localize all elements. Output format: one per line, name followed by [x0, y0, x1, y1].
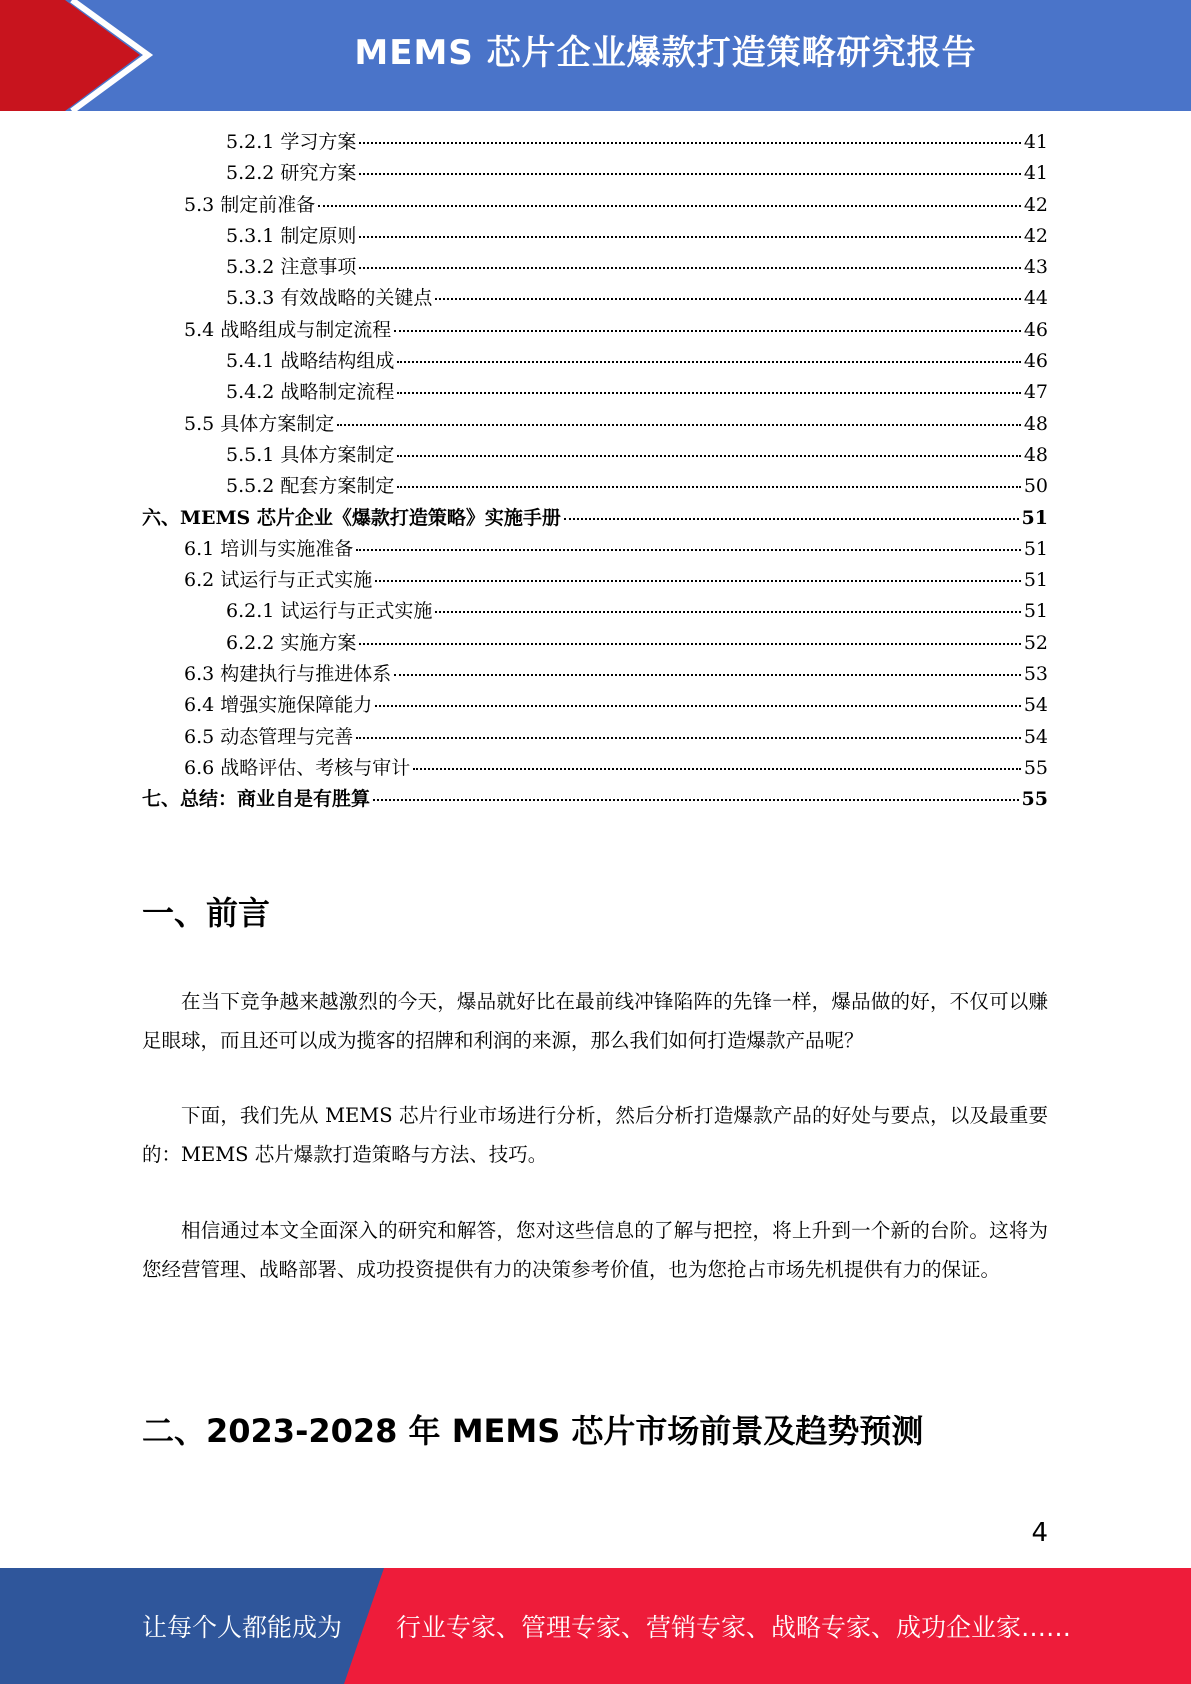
preface-paragraph: 相信通过本文全面深入的研究和解答，您对这些信息的了解与把控，将上升到一个新的台阶。这将为您经营管理、战略部署、成功投资提供有力的决策参考价值，也为您抢占市场先机提供有力的保证。: [142, 1219, 1048, 1281]
page-header: [0, 0, 1191, 111]
toc-entry-label: 六、MEMS 芯片企业《爆款打造策略》实施手册: [142, 506, 561, 529]
toc-dot-leader: [359, 267, 1020, 269]
toc-entry[interactable]: [142, 127, 1048, 158]
toc-entry-page: 51: [1023, 569, 1048, 592]
toc-entry-page: 42: [1023, 193, 1048, 216]
toc-entry-label: 5.5.2 配套方案制定: [226, 475, 395, 498]
toc-entry-page: 48: [1023, 412, 1048, 435]
page-number: 4: [1031, 1518, 1048, 1548]
toc-entry[interactable]: [142, 722, 1048, 753]
toc-entry[interactable]: [142, 315, 1048, 346]
toc-entry[interactable]: [142, 534, 1048, 565]
toc-dot-leader: [356, 737, 1021, 739]
toc-entry[interactable]: [142, 690, 1048, 721]
toc-entry-label: 6.1 培训与实施准备: [184, 537, 354, 560]
section-heading-preface: 一、前言: [142, 894, 271, 932]
toc-entry[interactable]: [142, 221, 1048, 252]
toc-entry-page: 53: [1023, 663, 1048, 686]
toc-dot-leader: [435, 298, 1020, 300]
toc-entry-page: 55: [1021, 788, 1048, 811]
toc-entry[interactable]: [142, 659, 1048, 690]
toc-entry-page: 55: [1023, 756, 1048, 779]
toc-dot-leader: [564, 518, 1019, 520]
toc-entry-page: 52: [1023, 631, 1048, 654]
toc-entry[interactable]: [142, 503, 1048, 534]
toc-dot-leader: [397, 455, 1020, 457]
page-footer: [0, 1568, 1191, 1684]
toc-entry[interactable]: [142, 628, 1048, 659]
toc-entry-label: 5.3.2 注意事项: [226, 256, 357, 279]
toc-dot-leader: [373, 799, 1019, 801]
header-arrow-decoration: [0, 0, 160, 111]
toc-entry[interactable]: [142, 377, 1048, 408]
toc-entry-page: 50: [1023, 475, 1048, 498]
toc-entry-page: 51: [1023, 600, 1048, 623]
toc-entry-page: 47: [1023, 381, 1048, 404]
toc-entry[interactable]: [142, 158, 1048, 189]
toc-entry-label: 5.2.2 研究方案: [226, 162, 357, 185]
toc-entry-label: 6.2.2 实施方案: [226, 631, 357, 654]
toc-entry[interactable]: [142, 596, 1048, 627]
toc-entry-label: 6.2.1 试运行与正式实施: [226, 600, 433, 623]
toc-entry-page: 51: [1021, 506, 1048, 529]
toc-dot-leader: [413, 768, 1021, 770]
preface-paragraph: 在当下竞争越来越激烈的今天，爆品就好比在最前线冲锋陷阵的先锋一样，爆品做的好，不仅可以赚足眼球，而且还可以成为揽客的招牌和利润的来源，那么我们如何打造爆款产品呢？: [142, 990, 1048, 1052]
toc-entry-label: 6.5 动态管理与完善: [184, 725, 354, 748]
toc-entry-page: 46: [1023, 350, 1048, 373]
toc-entry-page: 54: [1023, 725, 1048, 748]
toc-entry-label: 5.3.1 制定原则: [226, 224, 357, 247]
toc-entry-page: 54: [1023, 694, 1048, 717]
toc-dot-leader: [356, 549, 1021, 551]
toc-entry-label: 5.3 制定前准备: [184, 193, 316, 216]
toc-dot-leader: [394, 330, 1021, 332]
toc-dot-leader: [394, 674, 1021, 676]
footer-slogan-left: 让每个人都能成为: [142, 1613, 343, 1642]
toc-entry-label: 5.4.2 战略制定流程: [226, 381, 395, 404]
toc-entry-label: 5.3.3 有效战略的关键点: [226, 287, 433, 310]
preface-paragraph: 下面，我们先从 MEMS 芯片行业市场进行分析，然后分析打造爆款产品的好处与要点，以及最重要的：MEMS 芯片爆款打造策略与方法、技巧。: [142, 1104, 1048, 1166]
toc-entry-page: 46: [1023, 318, 1048, 341]
toc-entry-label: 5.5 具体方案制定: [184, 412, 335, 435]
toc-dot-leader: [318, 205, 1021, 207]
toc-dot-leader: [435, 611, 1020, 613]
document-title: MEMS 芯片企业爆款打造策略研究报告: [354, 33, 977, 73]
table-of-contents: [142, 127, 1048, 816]
toc-entry[interactable]: [142, 440, 1048, 471]
toc-entry-page: 48: [1023, 443, 1048, 466]
section-heading-forecast: 二、2023-2028 年 MEMS 芯片市场前景及趋势预测: [142, 1412, 924, 1450]
footer-slogan-right: 行业专家、管理专家、营销专家、战略专家、成功企业家……: [396, 1613, 1072, 1642]
toc-entry-page: 51: [1023, 537, 1048, 560]
toc-entry[interactable]: [142, 190, 1048, 221]
toc-entry-label: 5.4.1 战略结构组成: [226, 350, 395, 373]
toc-entry[interactable]: [142, 252, 1048, 283]
toc-entry-page: 42: [1023, 224, 1048, 247]
toc-dot-leader: [397, 486, 1020, 488]
toc-dot-leader: [375, 580, 1021, 582]
toc-entry-label: 5.4 战略组成与制定流程: [184, 318, 392, 341]
toc-entry[interactable]: [142, 753, 1048, 784]
toc-entry-label: 5.2.1 学习方案: [226, 131, 357, 153]
toc-dot-leader: [359, 643, 1020, 645]
toc-entry-label: 5.5.1 具体方案制定: [226, 443, 395, 466]
toc-entry-label: 6.3 构建执行与推进体系: [184, 663, 392, 686]
toc-entry[interactable]: [142, 471, 1048, 502]
toc-entry-label: 6.6 战略评估、考核与审计: [184, 756, 411, 779]
toc-entry-label: 6.4 增强实施保障能力: [184, 694, 373, 717]
toc-entry-label: 七、总结：商业自是有胜算: [142, 788, 371, 811]
toc-entry[interactable]: [142, 565, 1048, 596]
toc-entry-page: 41: [1023, 162, 1048, 185]
toc-entry[interactable]: [142, 283, 1048, 314]
toc-entry[interactable]: [142, 346, 1048, 377]
toc-dot-leader: [375, 705, 1021, 707]
toc-dot-leader: [359, 173, 1020, 175]
toc-dot-leader: [359, 236, 1020, 238]
toc-dot-leader: [397, 392, 1020, 394]
toc-dot-leader: [397, 361, 1020, 363]
toc-entry-page: 43: [1023, 256, 1048, 279]
toc-dot-leader: [337, 424, 1021, 426]
toc-entry[interactable]: [142, 409, 1048, 440]
toc-dot-leader: [359, 142, 1020, 144]
toc-entry-label: 6.2 试运行与正式实施: [184, 569, 373, 592]
toc-entry[interactable]: [142, 784, 1048, 815]
toc-entry-page: 41: [1023, 131, 1048, 153]
toc-entry-page: 44: [1023, 287, 1048, 310]
